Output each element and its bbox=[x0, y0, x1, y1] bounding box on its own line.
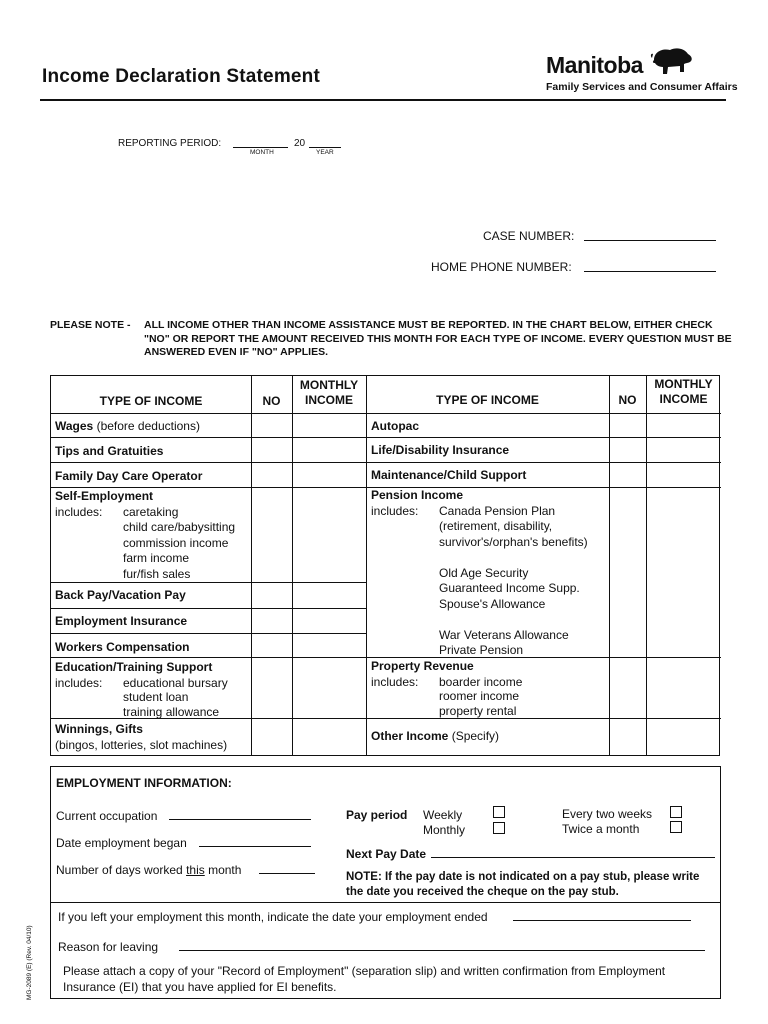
header-rule bbox=[40, 99, 726, 101]
next-pay-date-field[interactable] bbox=[431, 857, 715, 858]
row-winnings: Winnings, Gifts (bingos, lotteries, slot machines) bbox=[55, 722, 228, 752]
attach-instructions: Please attach a copy of your "Record of Employment" (separation slip) and written confirmation from Employment Insurance (EI) that you have applied for EI benefits. bbox=[63, 964, 666, 994]
twice-a-month-checkbox[interactable] bbox=[670, 821, 682, 833]
weekly-checkbox[interactable] bbox=[493, 806, 505, 818]
reporting-month-field[interactable] bbox=[233, 147, 288, 148]
twice-a-month-label: Twice a month bbox=[562, 822, 640, 836]
logo-department: Family Services and Consumer Affairs bbox=[546, 81, 738, 93]
col-monthly-header-right-1: MONTHLY bbox=[654, 377, 713, 391]
row-daycare: Family Day Care Operator bbox=[55, 469, 203, 483]
income-table bbox=[50, 375, 720, 756]
row-maintenance: Maintenance/Child Support bbox=[371, 468, 527, 482]
home-phone-label: HOME PHONE NUMBER: bbox=[431, 260, 572, 274]
home-phone-field[interactable] bbox=[584, 271, 716, 272]
manitoba-logo bbox=[546, 46, 736, 98]
occupation-field[interactable] bbox=[169, 819, 311, 820]
logo-wordmark: Manitoba bbox=[546, 52, 643, 78]
employment-section bbox=[50, 766, 721, 903]
left-employment-date-field[interactable] bbox=[513, 920, 691, 921]
left-employment-label: If you left your employment this month, indicate the date your employment ended bbox=[58, 910, 488, 924]
reporting-period-label: REPORTING PERIOD: bbox=[118, 138, 222, 149]
col-monthly-header-right-2: INCOME bbox=[659, 392, 708, 406]
leaving-section bbox=[50, 903, 721, 999]
row-education: Education/Training Support includes: educational bursary student loan training allowance bbox=[55, 660, 228, 719]
employment-began-field[interactable] bbox=[199, 846, 311, 847]
reporting-year-field[interactable] bbox=[309, 147, 341, 148]
col-monthly-header-left-2: INCOME bbox=[305, 393, 353, 407]
monthly-checkbox[interactable] bbox=[493, 822, 505, 834]
row-tips: Tips and Gratuities bbox=[55, 444, 164, 458]
every-two-weeks-checkbox[interactable] bbox=[670, 806, 682, 818]
col-type-header-right: TYPE OF INCOME bbox=[436, 393, 539, 407]
row-other-income: Other Income (Specify) bbox=[371, 729, 500, 743]
row-employment-insurance: Employment Insurance bbox=[55, 614, 188, 628]
col-no-header-left: NO bbox=[262, 394, 281, 408]
year-caption: YEAR bbox=[316, 149, 334, 156]
reason-for-leaving-field[interactable] bbox=[179, 950, 705, 951]
employment-title: EMPLOYMENT INFORMATION: bbox=[56, 776, 232, 790]
row-self-employment: Self-Employment includes: caretaking child care/babysitting commission income farm income fur/fish sales bbox=[55, 489, 236, 581]
row-property: Property Revenue includes: boarder income roomer income property rental bbox=[371, 659, 523, 718]
note-label: PLEASE NOTE - bbox=[50, 319, 131, 331]
col-monthly-header-left-1: MONTHLY bbox=[299, 378, 359, 392]
col-type-header-left: TYPE OF INCOME bbox=[99, 394, 203, 408]
next-pay-date-label: Next Pay Date bbox=[346, 847, 427, 861]
case-number-field[interactable] bbox=[584, 240, 716, 241]
row-back-pay: Back Pay/Vacation Pay bbox=[55, 588, 186, 602]
row-pension: Pension Income includes: Canada Pension Plan (retirement, disability, survivor's/orphan's benefits) Old Age Security Guaranteed Income Supp. Spouse's Allowance War Veterans Allowance Private Pension bbox=[371, 488, 588, 657]
weekly-label: Weekly bbox=[423, 808, 463, 822]
days-worked-field[interactable] bbox=[259, 873, 315, 874]
row-autopac: Autopac bbox=[371, 419, 419, 433]
pay-date-note: NOTE: If the pay date is not indicated on a pay stub, please write the date you received the cheque on the pay stub. bbox=[346, 871, 700, 898]
pay-period-label: Pay period bbox=[346, 808, 408, 822]
form-code: MG-2089 (E) (Rev. 04/10) bbox=[26, 925, 33, 1000]
bison-icon bbox=[650, 46, 694, 78]
occupation-label: Current occupation bbox=[56, 809, 158, 823]
row-workers-comp: Workers Compensation bbox=[55, 640, 190, 654]
note-text: ALL INCOME OTHER THAN INCOME ASSISTANCE MUST BE REPORTED. IN THE CHART BELOW, EITHER CHECK "NO" OR REPORT THE AMOUNT RECEIVED THIS MONTH FOR EACH TYPE OF INCOME. EVERY QUESTION MUST BE ANSWERED EVEN IF "NO" APPLIES. bbox=[144, 319, 732, 358]
month-caption: MONTH bbox=[250, 149, 274, 156]
row-wages: Wages (before deductions) bbox=[55, 419, 200, 433]
employment-began-label: Date employment began bbox=[56, 836, 187, 850]
case-number-label: CASE NUMBER: bbox=[483, 229, 575, 243]
days-worked-label: Number of days worked this month bbox=[56, 863, 242, 877]
page-title: Income Declaration Statement bbox=[42, 66, 321, 87]
row-life-insurance: Life/Disability Insurance bbox=[371, 443, 510, 457]
year-prefix: 20 bbox=[294, 138, 306, 149]
reason-for-leaving-label: Reason for leaving bbox=[58, 940, 159, 954]
every-two-weeks-label: Every two weeks bbox=[562, 807, 653, 821]
col-no-header-right: NO bbox=[618, 393, 637, 407]
monthly-label: Monthly bbox=[423, 823, 466, 837]
